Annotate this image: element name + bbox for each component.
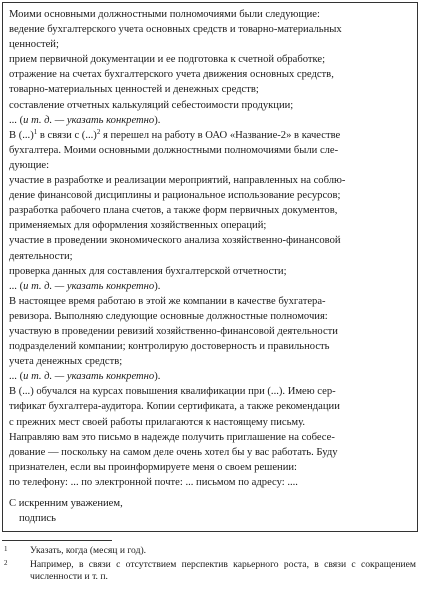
text-line: В (...) обучался на курсах повышения квалификации при (...). Имею сер- <box>9 386 336 398</box>
text-line: подразделений компании; контролирую достоверность и правильность <box>9 341 330 353</box>
etc-note: и т. д. — указать конкретно <box>23 280 155 292</box>
text-span: я перешел на работу в ОАО «Название-2» в качестве <box>100 129 341 141</box>
text-line: Моими основными должностными полномочиями были следующие: <box>9 9 320 20</box>
footnote <box>4 559 416 583</box>
text-span: В (...) <box>9 129 34 141</box>
letter-body <box>2 2 418 532</box>
footnotes <box>4 545 416 585</box>
text-line: составление отчетных калькуляций себестоимости продукции; <box>9 99 294 111</box>
text-line: проверка данных для составления бухгалтерской отчетности; <box>9 265 287 277</box>
etc-suffix: ). <box>154 114 161 126</box>
text-line: дующие: <box>9 159 50 171</box>
etc-suffix: ). <box>154 371 161 383</box>
etc-prefix: ... ( <box>9 371 24 383</box>
text-line: деятельности; <box>9 250 73 262</box>
text-line: ведение бухгалтерского учета основных средств и товарно-материальных <box>9 24 342 36</box>
text-line: В настоящее время работаю в этой же компании в качестве бухгатера- <box>9 295 326 307</box>
text-line: участвую в проведении ревизий хозяйственно-финансовой деятельности <box>9 325 338 337</box>
footnote-ref: 2 <box>96 127 101 136</box>
text-line: прием первичной документации и ее подготовка к счетной обработке; <box>9 54 326 66</box>
footnote-number: 2 <box>4 559 8 567</box>
footnote-ref: 1 <box>33 127 38 136</box>
text-line: участие в разработке и реализации мероприятий, направленных на соблю- <box>9 175 346 187</box>
closing-line: С искренним уважением, <box>9 498 123 509</box>
footnote <box>4 545 416 557</box>
text-line: отражение на счетах бухгалтерского учета движения основных средств, <box>9 69 334 81</box>
text-line: дение финансовой дисциплины и рациональное использование ресурсов; <box>9 190 341 202</box>
text-line: бухгалтера. Моими основными должностными полномочиями были сле- <box>9 144 339 156</box>
text-line <box>9 128 411 143</box>
text-line: ревизора. Выполняю следующие основные должностные полномочия: <box>9 310 328 322</box>
text-line: тификат бухгалтера-аудитора. Копии сертификата, а также рекомендации <box>9 401 340 413</box>
etc-line <box>9 113 411 128</box>
text-line: Направляю вам это письмо в надежде получить приглашение на собесе- <box>9 431 335 443</box>
etc-suffix: ). <box>154 280 161 292</box>
text-line: товарно-материальных ценностей и денежных средств; <box>9 84 259 96</box>
text-line: учета денежных средств; <box>9 356 123 368</box>
text-line: разработка рабочего плана счетов, а также форм первичных документов, <box>9 205 338 217</box>
text-line: ценностей; <box>9 39 59 51</box>
etc-prefix: ... ( <box>9 280 24 292</box>
signature-line: подпись <box>19 513 56 525</box>
text-span: в связи с (...) <box>37 129 97 141</box>
footnote-divider <box>2 540 112 541</box>
etc-note: и т. д. — указать конкретно <box>23 114 155 126</box>
text-line: применяемых для оформления хозяйственных операций; <box>9 220 267 232</box>
etc-prefix: ... ( <box>9 114 24 126</box>
text-line: с прежних мест своей работы прилагаются к настоящему письму. <box>9 416 306 428</box>
text-line: по телефону: ... по электронной почте: ... письмом по адресу: .... <box>9 476 298 488</box>
text-line: дование — поскольку на самом деле очень хотел бы у вас работать. Буду <box>9 446 338 458</box>
text-line: участие в проведении экономического анализа хозяйственно-финансовой <box>9 235 341 247</box>
etc-line <box>9 369 411 384</box>
footnote-number: 1 <box>4 545 8 553</box>
footnote-text: Например, в связи с отсутствием перспектив карьерного роста, в связи с сокращением численности и т. п. <box>30 559 416 582</box>
etc-note: и т. д. — указать конкретно <box>23 371 155 383</box>
etc-line <box>9 279 411 294</box>
text-line: признателен, если вы проинформируете меня о своем решении: <box>9 461 297 473</box>
footnote-text: Указать, когда (месяц и год). <box>30 545 147 556</box>
